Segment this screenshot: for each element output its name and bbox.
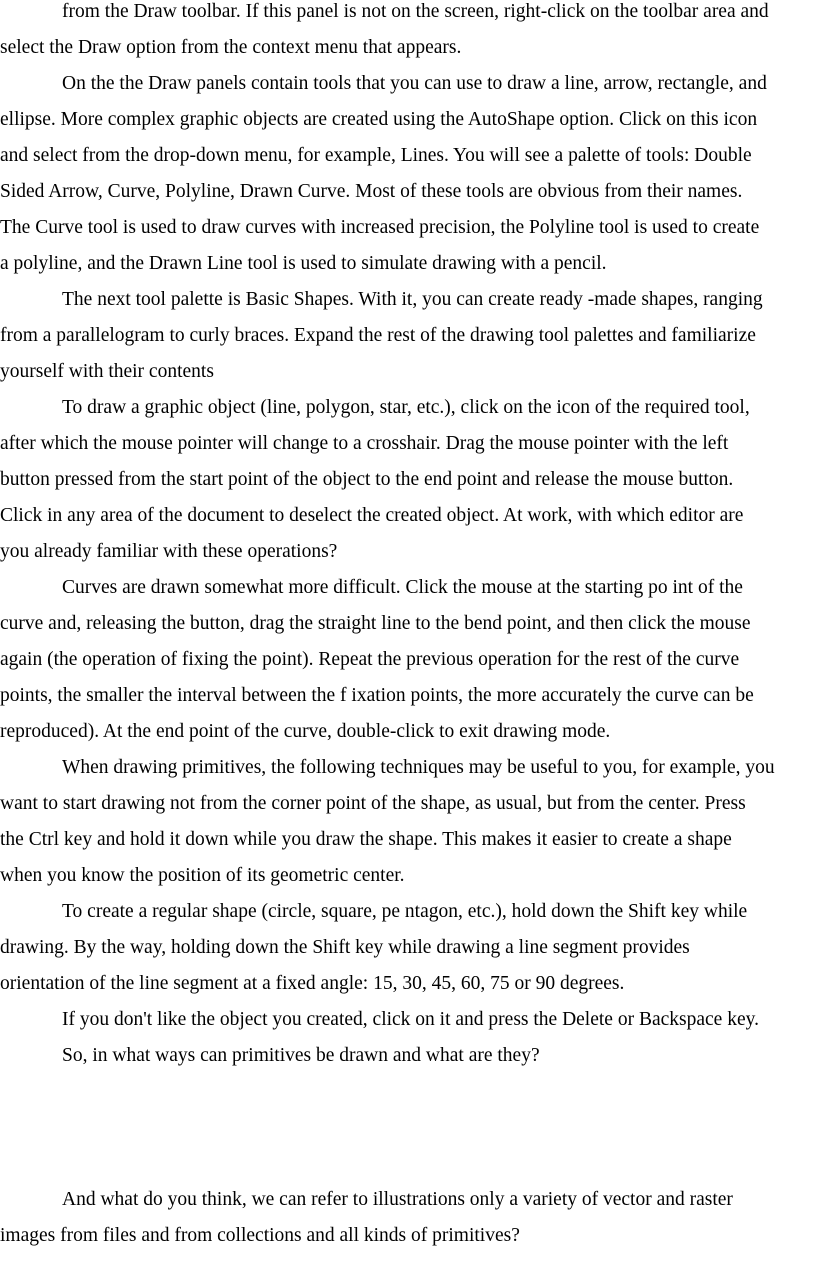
text-line: reproduced). At the end point of the curve, double-click to exit drawing mode. xyxy=(0,721,611,742)
text-line: the Ctrl key and hold it down while you draw the shape. This makes it easier to create a shape xyxy=(0,829,732,850)
text-line: orientation of the line segment at a fixed angle: 15, 30, 45, 60, 75 or 90 degrees. xyxy=(0,973,625,994)
paragraph-start: Curves are drawn somewhat more difficult. Click the mouse at the starting po int of the xyxy=(62,577,743,598)
text-line: Sided Arrow, Curve, Polyline, Drawn Curve. Most of these tools are obvious from their names. xyxy=(0,181,743,202)
paragraph-start: To create a regular shape (circle, square, pe ntagon, etc.), hold down the Shift key while xyxy=(62,901,748,922)
text-line: and select from the drop-down menu, for example, Lines. You will see a palette of tools: Double xyxy=(0,145,752,166)
text-line: again (the operation of fixing the point). Repeat the previous operation for the rest of the curve xyxy=(0,649,740,670)
text-line: from a parallelogram to curly braces. Expand the rest of the drawing tool palettes and familiarize xyxy=(0,325,756,346)
paragraph-start: The next tool palette is Basic Shapes. With it, you can create ready -made shapes, ranging xyxy=(62,289,763,310)
text-line: curve and, releasing the button, drag the straight line to the bend point, and then click the mouse xyxy=(0,613,751,634)
text-line: points, the smaller the interval between the f ixation points, the more accurately the curve can be xyxy=(0,685,754,706)
text-line: from the Draw toolbar. If this panel is not on the screen, right-click on the toolbar area and xyxy=(62,1,769,22)
text-line: images from files and from collections and all kinds of primitives? xyxy=(0,1225,520,1246)
question-line: And what do you think, we can refer to illustrations only a variety of vector and raster xyxy=(62,1189,733,1210)
text-line: want to start drawing not from the corner point of the shape, as usual, but from the center. Press xyxy=(0,793,746,814)
paragraph-start: On the the Draw panels contain tools that you can use to draw a line, arrow, rectangle, and xyxy=(62,73,767,94)
text-line: when you know the position of its geometric center. xyxy=(0,865,405,886)
paragraph-start: To draw a graphic object (line, polygon, star, etc.), click on the icon of the required tool, xyxy=(62,397,750,418)
text-line: drawing. By the way, holding down the Shift key while drawing a line segment provides xyxy=(0,937,690,958)
text-line: after which the mouse pointer will change to a crosshair. Drag the mouse pointer with the left xyxy=(0,433,729,454)
paragraph-start: If you don't like the object you created, click on it and press the Delete or Backspace key. xyxy=(62,1009,759,1030)
text-line: ellipse. More complex graphic objects are created using the AutoShape option. Click on this icon xyxy=(0,109,758,130)
text-line: The Curve tool is used to draw curves with increased precision, the Polyline tool is used to create xyxy=(0,217,760,238)
paragraph-start: When drawing primitives, the following techniques may be useful to you, for example, you xyxy=(62,757,775,778)
text-line: a polyline, and the Drawn Line tool is used to simulate drawing with a pencil. xyxy=(0,253,607,274)
text-line: you already familiar with these operations? xyxy=(0,541,338,562)
text-line: select the Draw option from the context menu that appears. xyxy=(0,37,462,58)
text-line: Click in any area of the document to deselect the created object. At work, with which editor are xyxy=(0,505,744,526)
text-line: yourself with their contents xyxy=(0,361,214,382)
question-line: So, in what ways can primitives be drawn and what are they? xyxy=(62,1045,540,1066)
text-line: button pressed from the start point of the object to the end point and release the mouse button. xyxy=(0,469,734,490)
